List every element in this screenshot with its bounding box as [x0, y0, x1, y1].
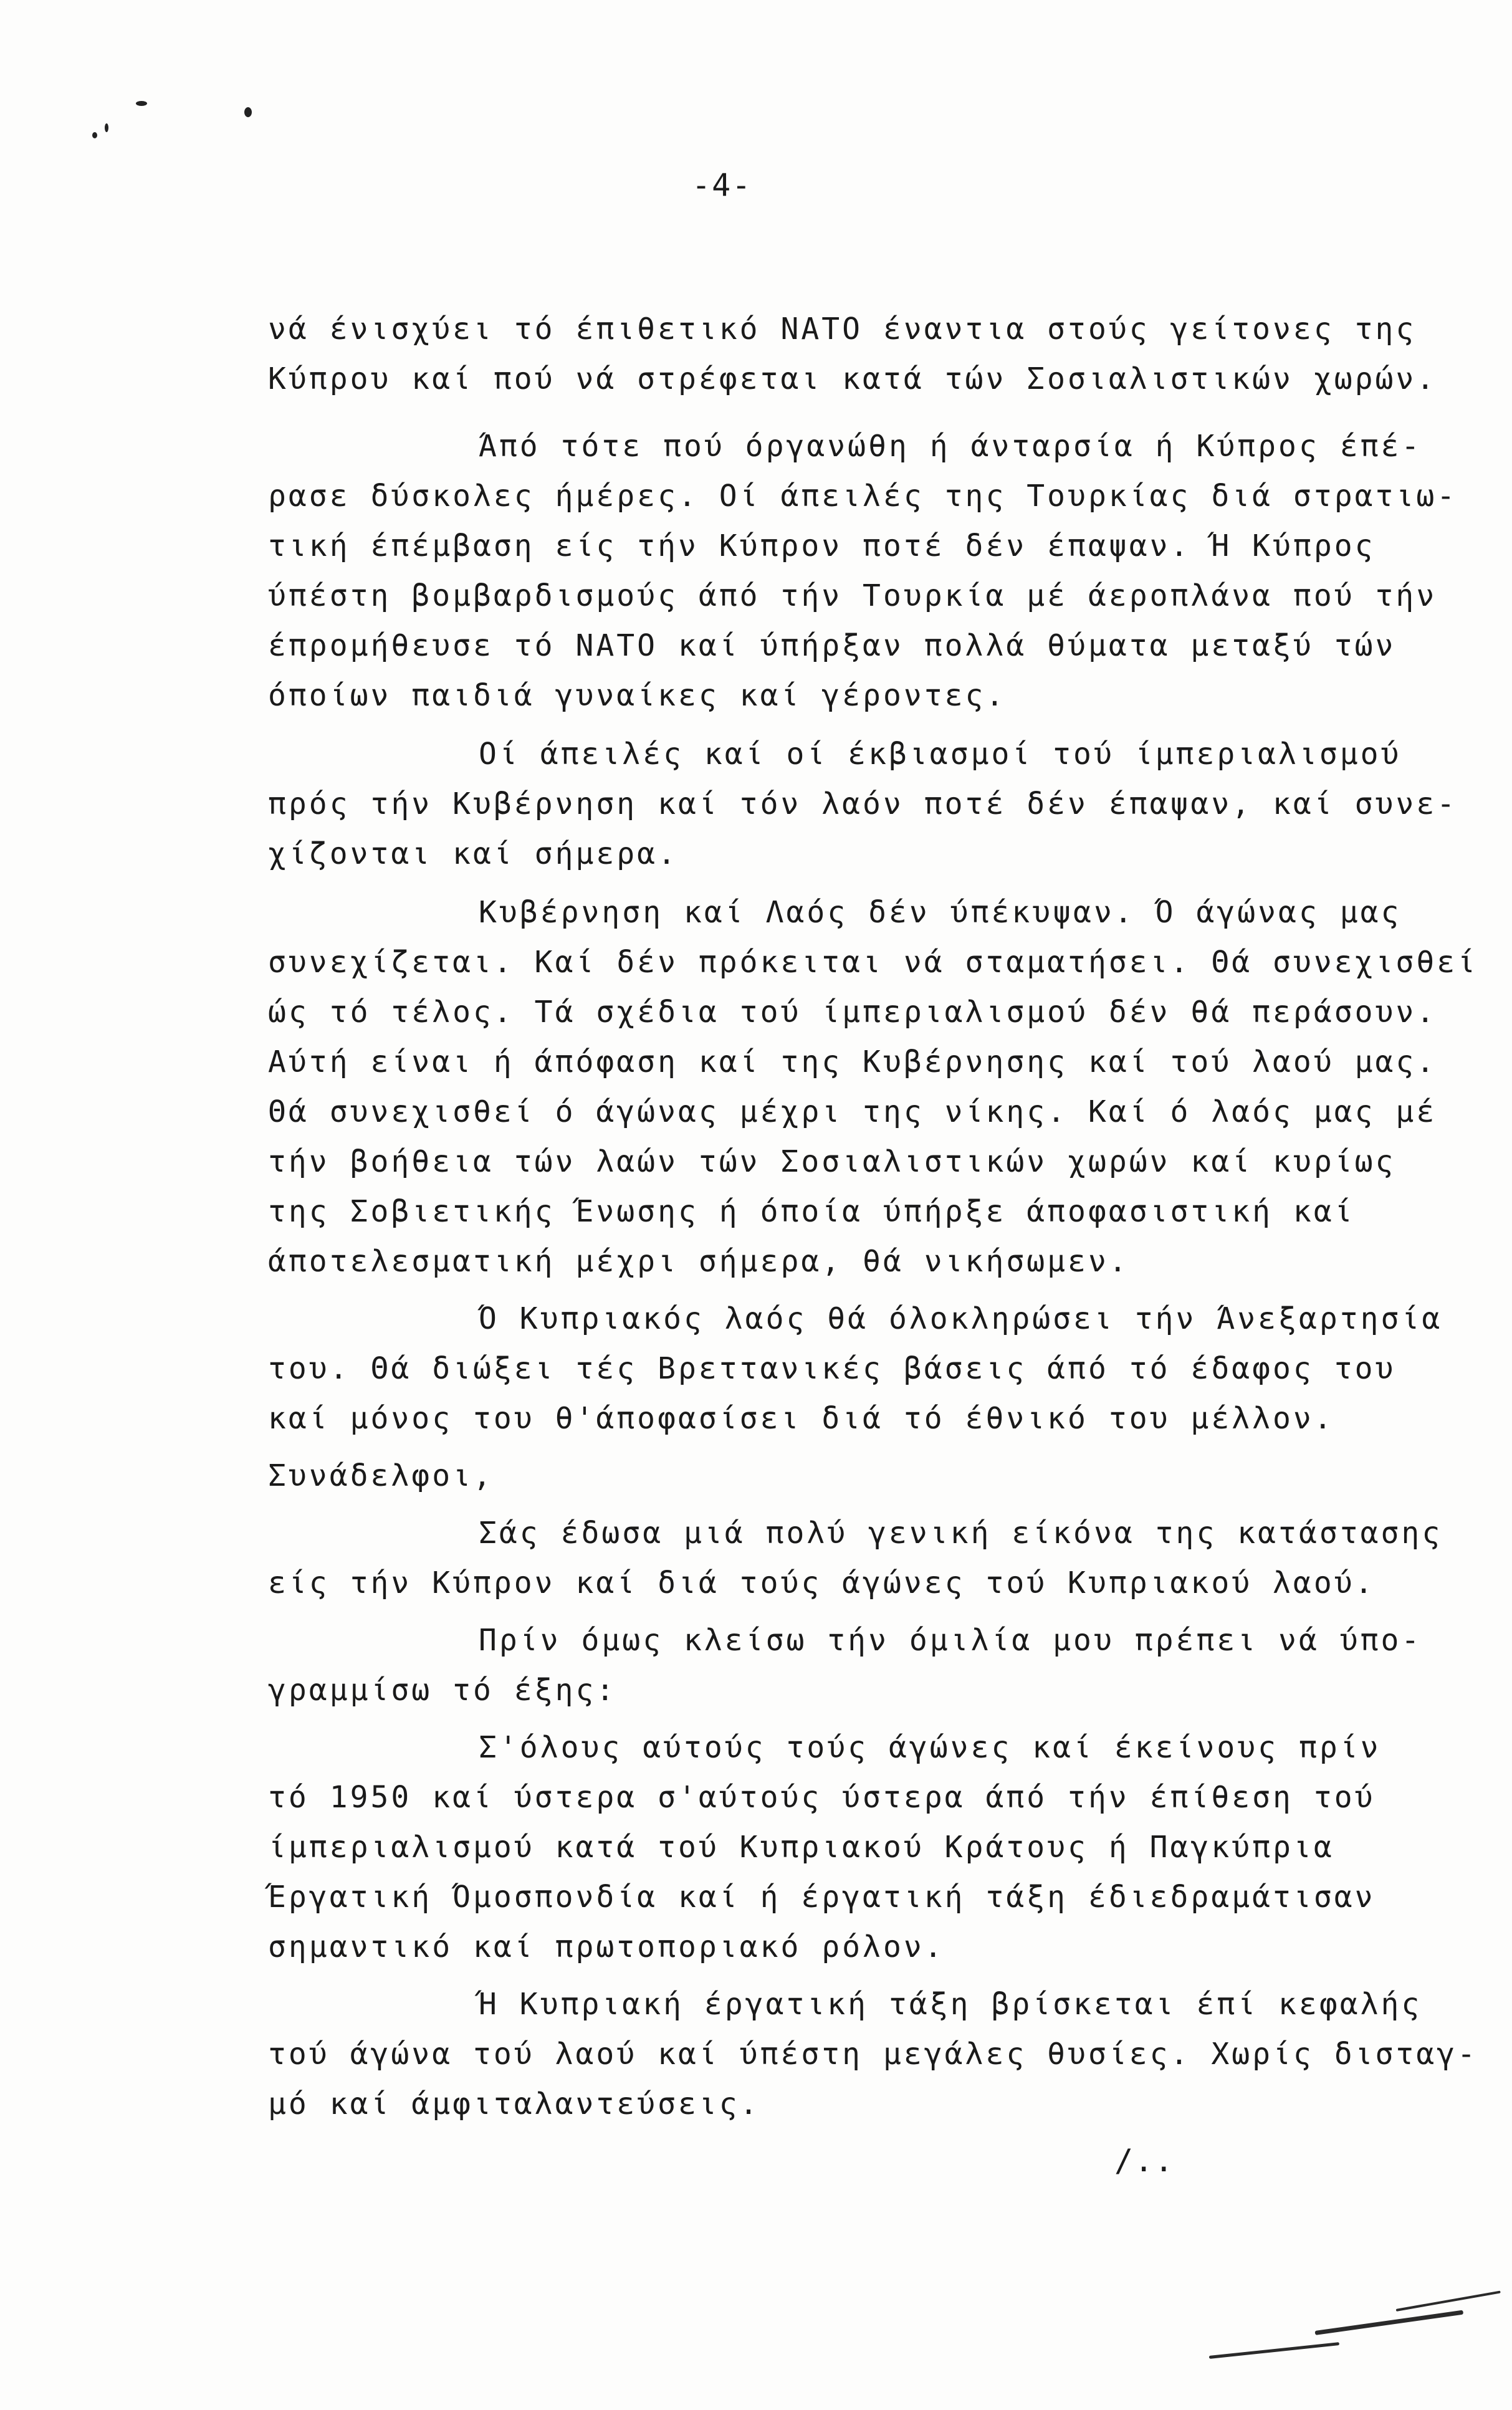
text-line: χίζονται καί σήμερα. — [268, 836, 678, 871]
text-line: συνεχίζεται. Καί δέν πρόκειται νά σταματήσει. Θά συνεχισθεί — [268, 945, 1478, 980]
text-line: Οί άπειλές καί οί έκβιασμοί τού ίμπεριαλισμού — [479, 737, 1402, 772]
text-line: Ό Κυπριακός λαός θά όλοκληρώσει τήν Άνεξαρτησία — [479, 1301, 1443, 1336]
text-line: Πρίν όμως κλείσω τήν όμιλία μου πρέπει νά ύπο- — [479, 1623, 1422, 1658]
continuation-mark: /.. — [1114, 2143, 1175, 2179]
text-line: καί μόνος του θ'άποφασίσει διά τό έθνικό του μέλλον. — [268, 1401, 1334, 1436]
page-number: -4- — [692, 167, 752, 203]
pen-stroke-mark — [1396, 2291, 1501, 2312]
text-line: ίμπεριαλισμού κατά τού Κυπριακού Κράτους ή Παγκύπρια — [268, 1830, 1334, 1865]
text-line: τική έπέμβαση είς τήν Κύπρον ποτέ δέν έπαψαν. Ή Κύπρος — [268, 528, 1376, 563]
scan-speck — [105, 123, 108, 132]
text-line: πρός τήν Κυβέρνηση καί τόν λαόν ποτέ δέν έπαψαν, καί συνε- — [268, 787, 1458, 821]
text-line: ύπέστη βομβαρδισμούς άπό τήν Τουρκία μέ άεροπλάνα πού τήν — [268, 578, 1437, 613]
text-line: Κύπρου καί πού νά στρέφεται κατά τών Σοσιαλιστικών χωρών. — [268, 361, 1437, 396]
text-line: Θά συνεχισθεί ό άγώνας μέχρι της νίκης. Καί ό λαός μας μέ — [268, 1094, 1437, 1129]
text-line: τήν βοήθεια τών λαών τών Σοσιαλιστικών χωρών καί κυρίως — [268, 1144, 1396, 1179]
text-line: μό καί άμφιταλαντεύσεις. — [268, 2087, 760, 2121]
text-line: τό 1950 καί ύστερα σ'αύτούς ύστερα άπό τήν έπίθεση τού — [268, 1780, 1376, 1815]
text-line: τού άγώνα τού λαού καί ύπέστη μεγάλες θυσίες. Χωρίς δισταγ- — [268, 2037, 1478, 2072]
text-line: όποίων παιδιά γυναίκες καί γέροντες. — [268, 678, 1007, 713]
text-line: Σάς έδωσα μιά πολύ γενική είκόνα της κατάστασης — [479, 1516, 1443, 1551]
text-line: ρασε δύσκολες ήμέρες. Οί άπειλές της Τουρκίας διά στρατιω- — [268, 479, 1458, 514]
scan-speck — [136, 101, 147, 106]
text-line: Άπό τότε πού όργανώθη ή άνταρσία ή Κύπρος έπέ- — [479, 429, 1422, 464]
text-line: Αύτή είναι ή άπόφαση καί της Κυβέρνησης καί τού λαού μας. — [268, 1045, 1437, 1079]
text-line: νά ένισχύει τό έπιθετικό ΝΑΤΟ έναντια στούς γείτονες της — [268, 312, 1417, 347]
text-line: ώς τό τέλος. Τά σχέδια τού ίμπεριαλισμού δέν θά περάσουν. — [268, 995, 1437, 1030]
text-line: Σ'όλους αύτούς τούς άγώνες καί έκείνους πρίν — [479, 1730, 1381, 1765]
pen-stroke-mark — [1209, 2342, 1339, 2359]
text-line: Έργατική Όμοσπονδία καί ή έργατική τάξη έδιεδραμάτισαν — [268, 1880, 1376, 1915]
pen-stroke-mark — [1315, 2310, 1464, 2335]
scan-speck — [92, 132, 97, 138]
text-line: έπρομήθευσε τό ΝΑΤΟ καί ύπήρξαν πολλά θύματα μεταξύ τών — [268, 628, 1396, 663]
text-line: είς τήν Κύπρον καί διά τούς άγώνες τού Κυπριακού λαού. — [268, 1566, 1376, 1600]
text-line: άποτελεσματική μέχρι σήμερα, θά νικήσωμεν. — [268, 1244, 1129, 1279]
text-line: του. Θά διώξει τές Βρεττανικές βάσεις άπό τό έδαφος του — [268, 1351, 1396, 1386]
text-line: Ή Κυπριακή έργατική τάξη βρίσκεται έπί κεφαλής — [479, 1987, 1422, 2022]
text-line: γραμμίσω τό έξης: — [268, 1673, 617, 1708]
text-line: της Σοβιετικής Ένωσης ή όποία ύπήρξε άποφασιστική καί — [268, 1194, 1355, 1229]
text-line: σημαντικό καί πρωτοποριακό ρόλον. — [268, 1929, 945, 1964]
salutation: Συνάδελφοι, — [268, 1458, 494, 1493]
text-line: Κυβέρνηση καί Λαός δέν ύπέκυψαν. Ό άγώνας μας — [479, 895, 1402, 930]
scan-speck — [244, 107, 252, 117]
